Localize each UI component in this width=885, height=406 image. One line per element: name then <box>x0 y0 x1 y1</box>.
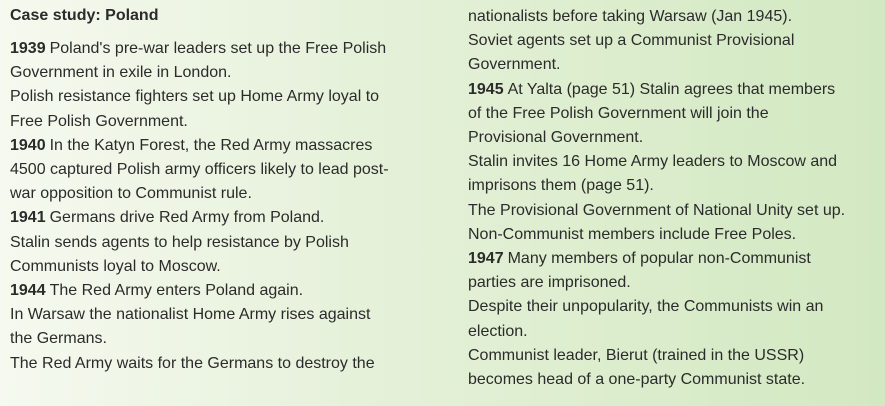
text-line: Government. <box>468 56 561 74</box>
text-line: The Provisional Government of National Unity set up. <box>468 201 846 219</box>
text-line: Stalin sends agents to help resistance by Polish <box>10 233 349 251</box>
text-line: The Red Army waits for the Germans to destroy the <box>10 354 375 372</box>
text-line: Government in exile in London. <box>10 64 232 82</box>
text-line: 4500 captured Polish army officers likely to lead post- <box>10 161 389 179</box>
right-column <box>468 5 883 392</box>
entry-text: Many members of popular non-Communist <box>507 250 811 268</box>
text-line: In Warsaw the nationalist Home Army rises against <box>10 306 371 324</box>
text-line: parties are imprisoned. <box>468 274 631 292</box>
timeline-entry-1944 <box>10 279 430 303</box>
text-line: Despite their unpopularity, the Communists win an <box>468 298 824 316</box>
entry-text: The Red Army enters Poland again. <box>49 282 304 300</box>
text-line: Free Polish Government. <box>10 112 188 130</box>
text-line: Non-Communist members include Free Poles. <box>468 225 797 243</box>
text-line: imprisons them (page 51). <box>468 177 654 195</box>
entry-text: At Yalta (page 51) Stalin agrees that members <box>507 80 836 98</box>
year-label: 1940 <box>10 136 46 154</box>
entry-text: In the Katyn Forest, the Red Army massacres <box>49 136 373 154</box>
text-line: election. <box>468 322 528 340</box>
text-line: Communists loyal to Moscow. <box>10 257 221 275</box>
timeline-entry-1941 <box>10 206 430 230</box>
text-line: Communist leader, Bierut (trained in the USSR) <box>468 346 805 364</box>
timeline-entry-1940 <box>10 134 430 158</box>
year-label: 1947 <box>468 250 504 268</box>
text-line: Stalin invites 16 Home Army leaders to Moscow and <box>468 153 838 171</box>
text-line: of the Free Polish Government will join the <box>468 104 769 122</box>
year-label: 1945 <box>468 80 504 98</box>
year-label: 1939 <box>10 40 46 57</box>
year-label: 1944 <box>10 282 46 300</box>
text-line: Provisional Government. <box>468 129 644 147</box>
entry-text: Germans drive Red Army from Poland. <box>49 209 325 227</box>
timeline-entry-1945 <box>468 78 883 102</box>
entry-text: Poland's pre-war leaders set up the Free Polish <box>49 40 387 57</box>
left-column <box>10 5 430 376</box>
case-study-heading: Case study: Poland <box>10 7 159 24</box>
timeline-entry-1947 <box>468 247 883 271</box>
timeline-entry-1939 <box>10 37 430 61</box>
text-line: Soviet agents set up a Communist Provisional <box>468 32 795 50</box>
year-label: 1941 <box>10 209 46 227</box>
text-line: Polish resistance fighters set up Home Army loyal to <box>10 88 380 106</box>
text-line: nationalists before taking Warsaw (Jan 1945). <box>468 8 793 25</box>
text-line: becomes head of a one-party Communist state. <box>468 371 806 389</box>
text-line: the Germans. <box>10 330 107 348</box>
text-line: war opposition to Communist rule. <box>10 185 252 203</box>
